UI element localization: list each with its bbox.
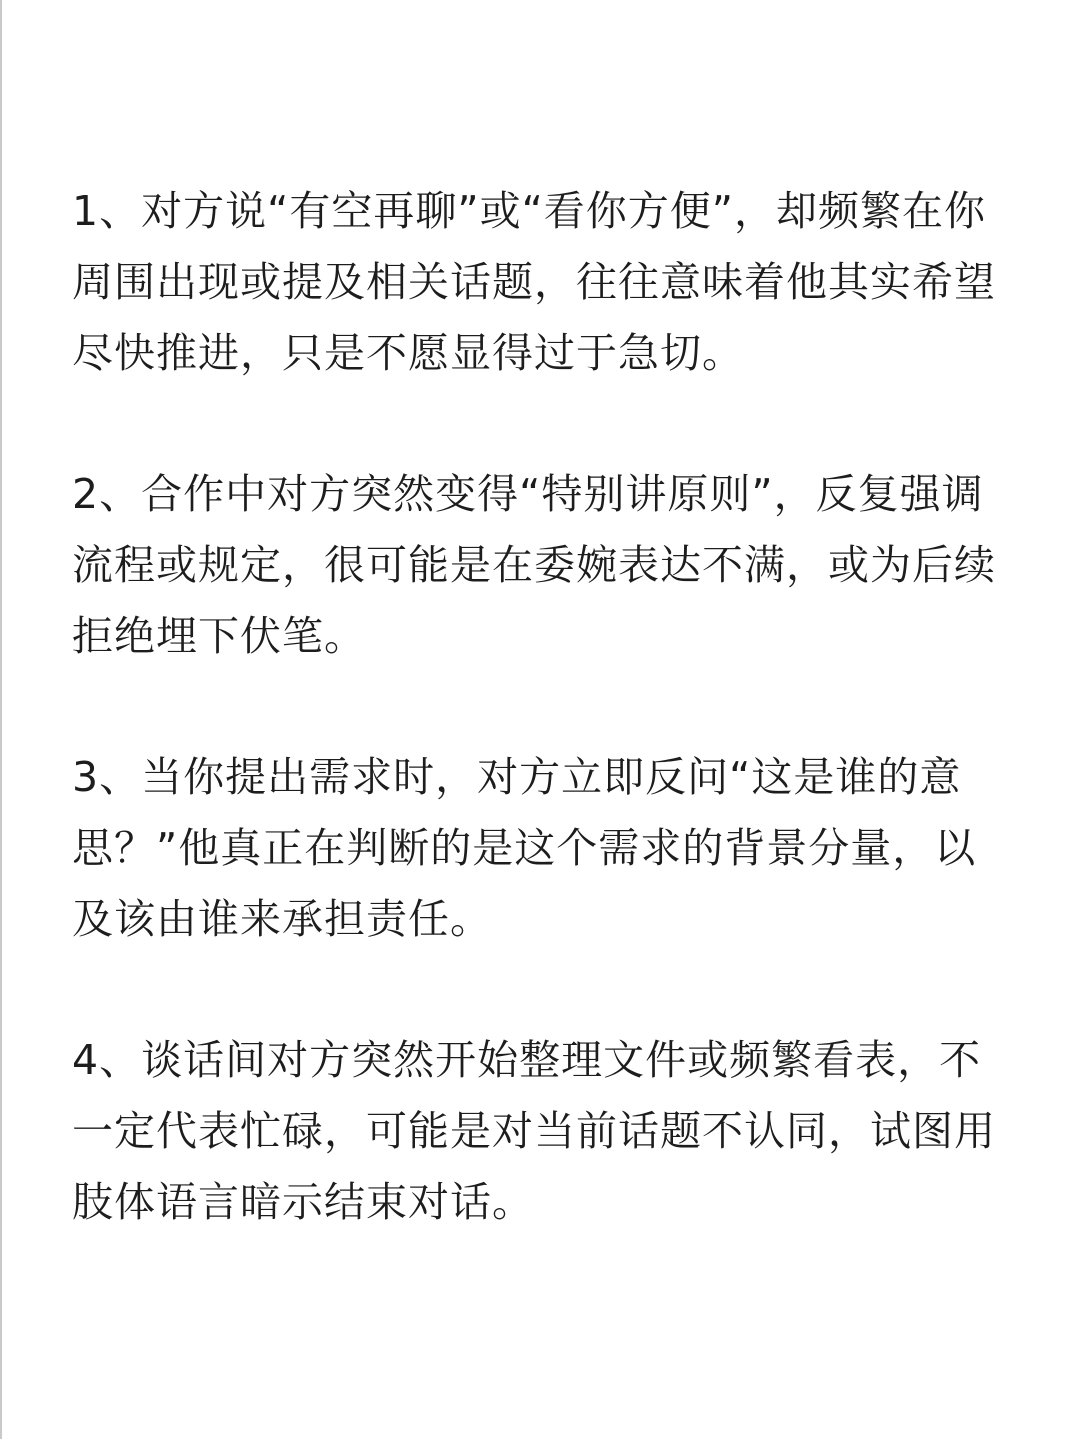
paragraph-spacer	[72, 955, 1012, 1025]
paragraph-spacer	[72, 389, 1012, 459]
page-edge-divider	[0, 0, 2, 1439]
paragraph-3: 3、当你提出需求时，对方立即反问“这是谁的意思？”他真正在判断的是这个需求的背景分量，以及该由谁来承担责任。	[72, 753, 977, 943]
paragraph-spacer	[72, 672, 1012, 742]
article-body	[72, 176, 1012, 1238]
paragraph-4: 4、谈话间对方突然开始整理文件或频繁看表，不一定代表忙碌，可能是对当前话题不认同，试图用肢体语言暗示结束对话。	[72, 1036, 996, 1226]
paragraph-1: 1、对方说“有空再聊”或“看你方便”，却频繁在你周围出现或提及相关话题，往往意味着他其实希望尽快推进，只是不愿显得过于急切。	[72, 187, 996, 377]
paragraph-2: 2、合作中对方突然变得“特别讲原则”，反复强调流程或规定，很可能是在委婉表达不满，或为后续拒绝埋下伏笔。	[72, 470, 996, 660]
